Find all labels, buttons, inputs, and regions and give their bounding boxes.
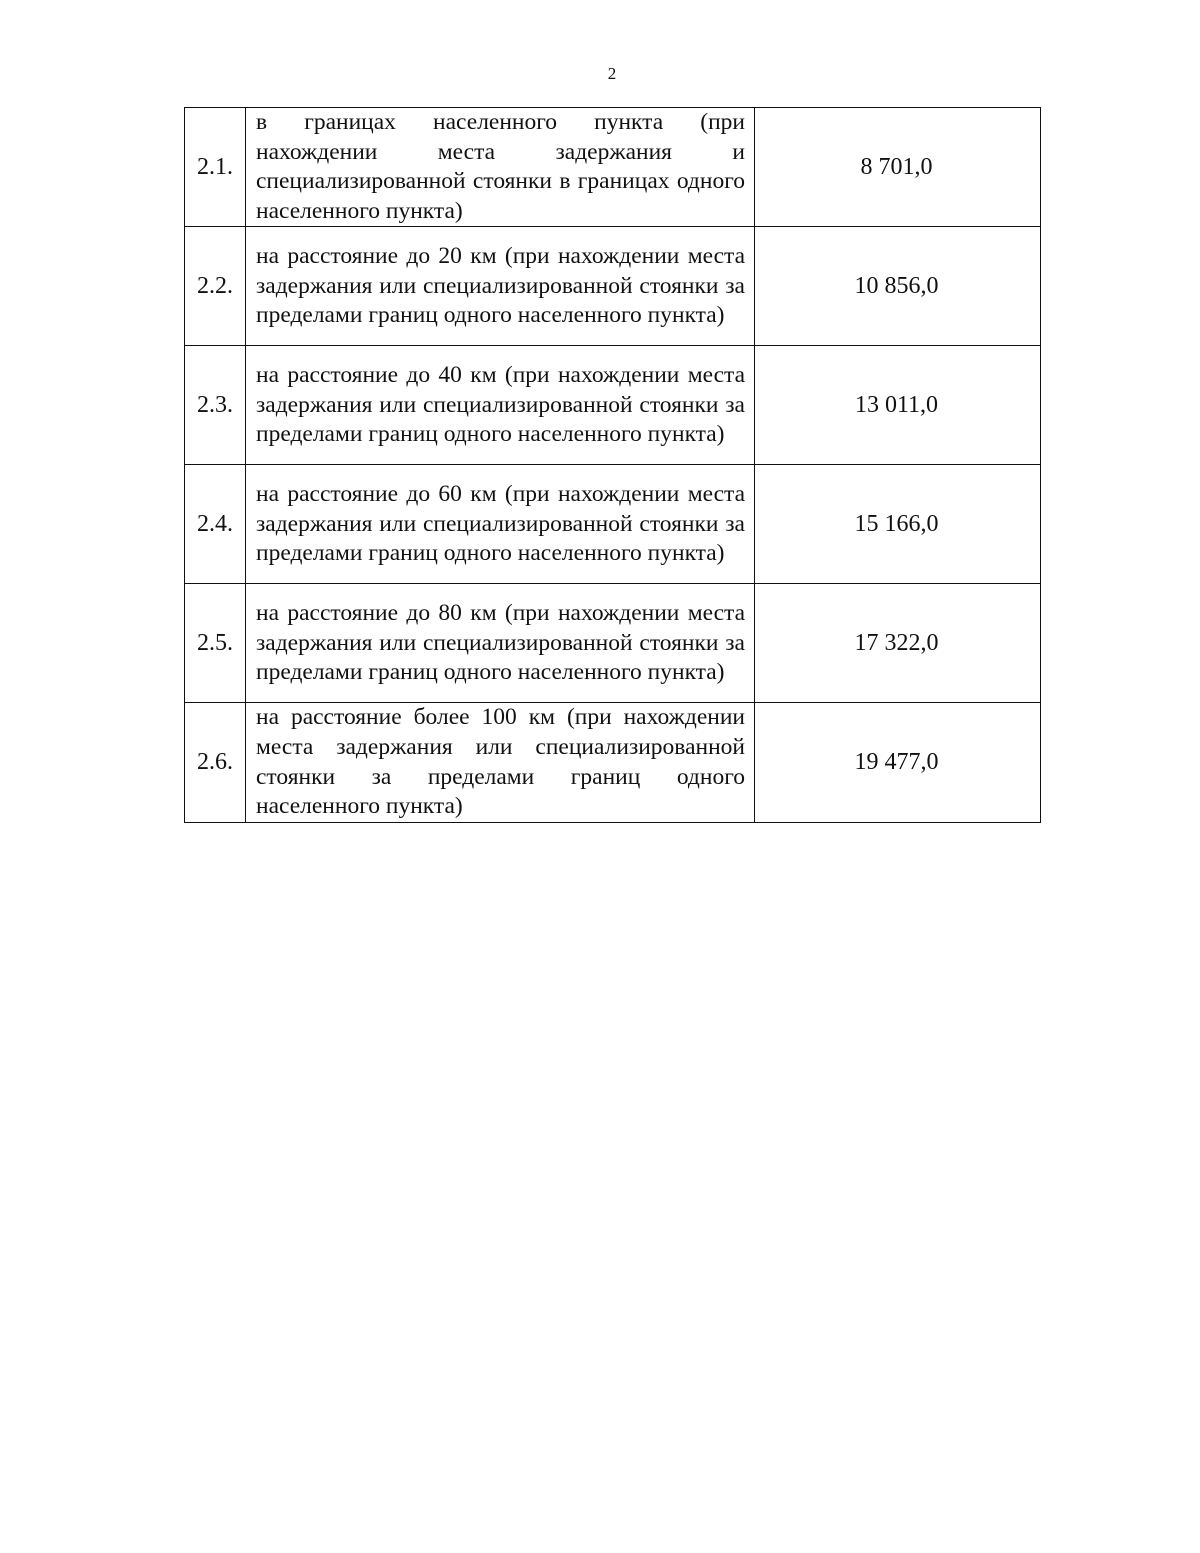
row-number: 2.2. (185, 227, 246, 346)
row-description: на расстояние до 60 км (при нахождении места задержания или специализированной стоянки за пределами границ одного населенного пункта) (246, 465, 755, 584)
table-row (185, 346, 1041, 465)
table-row (185, 584, 1041, 703)
row-value: 15 166,0 (755, 465, 1041, 584)
table-row (185, 703, 1041, 822)
row-description: на расстояние до 40 км (при нахождении места задержания или специализированной стоянки за пределами границ одного населенного пункта) (246, 346, 755, 465)
row-value: 10 856,0 (755, 227, 1041, 346)
row-number: 2.3. (185, 346, 246, 465)
row-value: 8 701,0 (755, 108, 1041, 227)
row-number: 2.6. (185, 703, 246, 822)
table-row (185, 465, 1041, 584)
row-value: 19 477,0 (755, 703, 1041, 822)
table-row (185, 227, 1041, 346)
row-number: 2.1. (185, 108, 246, 227)
row-value: 13 011,0 (755, 346, 1041, 465)
tariff-table (184, 107, 1041, 823)
row-value: 17 322,0 (755, 584, 1041, 703)
row-description: на расстояние до 80 км (при нахождении места задержания или специализированной стоянки за пределами границ одного населенного пункта) (246, 584, 755, 703)
row-number: 2.5. (185, 584, 246, 703)
table-row (185, 108, 1041, 227)
row-description: в границах населенного пункта (при нахождении места задержания и специализированной стоянки в границах одного населенного пункта) (246, 108, 755, 227)
row-number: 2.4. (185, 465, 246, 584)
row-description: на расстояние более 100 км (при нахождении места задержания или специализированной стоянки за пределами границ одного населенного пункта) (246, 703, 755, 822)
row-description: на расстояние до 20 км (при нахождении места задержания или специализированной стоянки за пределами границ одного населенного пункта) (246, 227, 755, 346)
page-number: 2 (607, 64, 617, 83)
